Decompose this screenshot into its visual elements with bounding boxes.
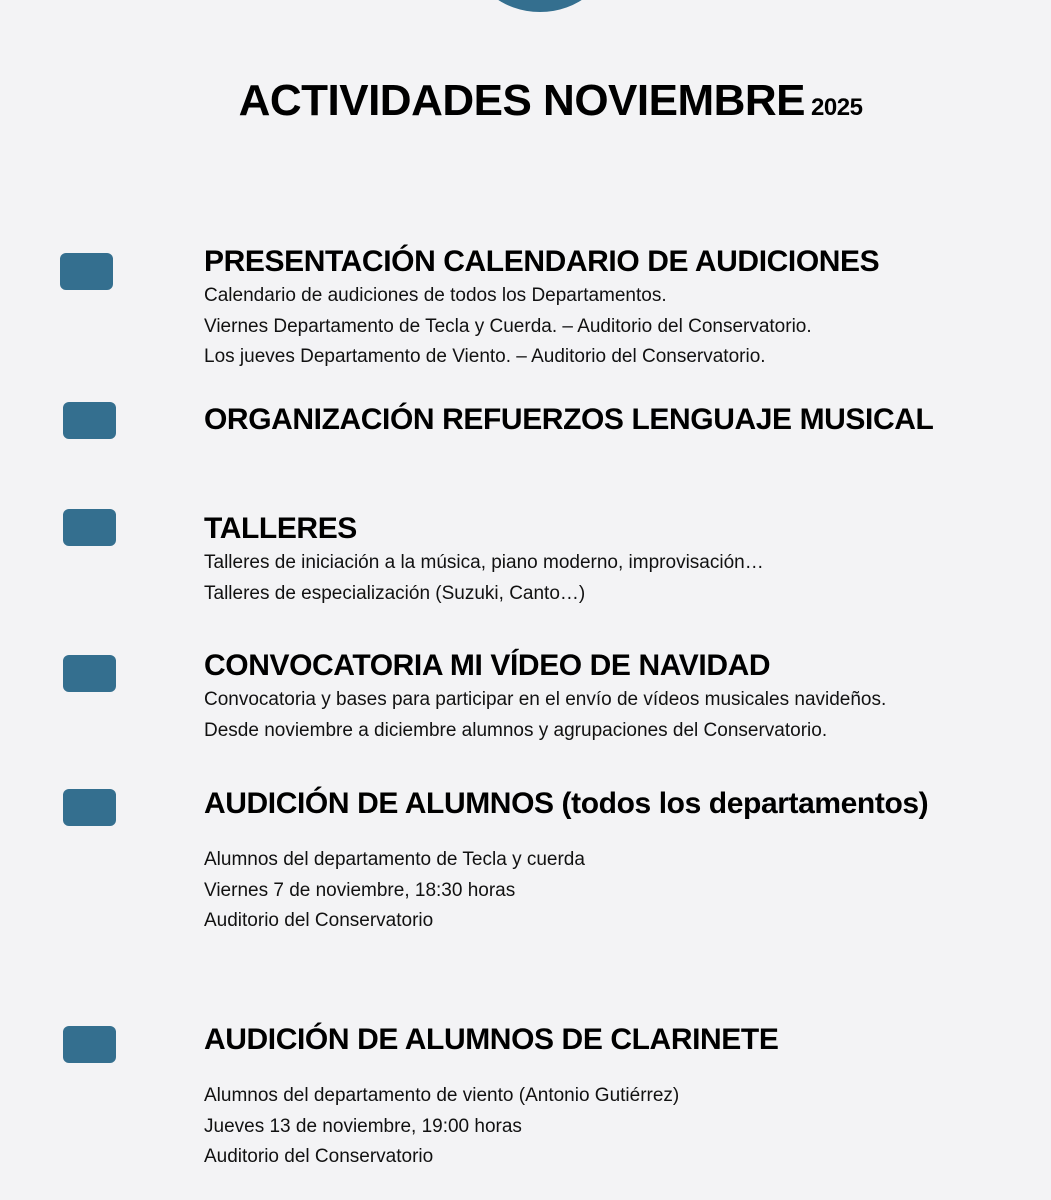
- section-line: Talleres de especialización (Suzuki, Canto…): [204, 582, 586, 604]
- section-lines: [204, 845, 1044, 937]
- section-heading: AUDICIÓN DE ALUMNOS DE CLARINETE: [204, 1023, 779, 1056]
- section-line: Talleres de iniciación a la música, piano moderno, improvisación…: [204, 552, 764, 573]
- section-line: Convocatoria y bases para participar en el envío de vídeos musicales navideños.: [204, 689, 887, 710]
- section-audicion-todos: [204, 785, 1044, 937]
- section-line: Jueves 13 de noviembre, 19:00 horas: [204, 1115, 522, 1137]
- bullet-marker-3: [63, 509, 116, 546]
- section-talleres: [204, 510, 1044, 609]
- section-heading: TALLERES: [204, 512, 357, 545]
- bullet-marker-2: [63, 402, 116, 439]
- section-line: Desde noviembre a diciembre alumnos y agrupaciones del Conservatorio.: [204, 719, 828, 741]
- section-heading: ORGANIZACIÓN REFUERZOS LENGUAJE MUSICAL: [204, 403, 934, 436]
- bullet-marker-6: [63, 1026, 116, 1063]
- page-title-main: ACTIVIDADES NOVIEMBRE: [238, 76, 806, 125]
- section-video-navidad: [204, 647, 1044, 746]
- section-lines: [204, 1081, 1044, 1173]
- section-line: Calendario de audiciones de todos los Departamentos.: [204, 285, 667, 306]
- section-line: Alumnos del departamento de Tecla y cuerda: [204, 849, 585, 870]
- header-circle-decoration: [470, 0, 610, 12]
- section-calendario-audiciones: [204, 243, 1044, 373]
- section-line: Auditorio del Conservatorio: [204, 910, 434, 931]
- page-title-year: 2025: [811, 94, 863, 121]
- section-lines: [204, 281, 1044, 373]
- section-line: Viernes Departamento de Tecla y Cuerda. – Auditorio del Conservatorio.: [204, 315, 812, 337]
- bullet-marker-5: [63, 789, 116, 826]
- bullet-marker-4: [63, 655, 116, 692]
- section-refuerzos-lenguaje: [204, 401, 1044, 439]
- page-title: [0, 76, 1051, 126]
- section-lines: [204, 548, 1044, 609]
- section-audicion-clarinete: [204, 1021, 1044, 1173]
- section-line: Viernes 7 de noviembre, 18:30 horas: [204, 879, 516, 901]
- section-lines: [204, 685, 1044, 746]
- section-heading: CONVOCATORIA MI VÍDEO DE NAVIDAD: [204, 649, 771, 682]
- section-heading: PRESENTACIÓN CALENDARIO DE AUDICIONES: [204, 245, 880, 278]
- bullet-marker-1: [60, 253, 113, 290]
- section-heading: AUDICIÓN DE ALUMNOS (todos los departamentos): [204, 787, 929, 820]
- section-line: Auditorio del Conservatorio: [204, 1146, 434, 1167]
- section-line: Los jueves Departamento de Viento. – Auditorio del Conservatorio.: [204, 346, 766, 367]
- section-line: Alumnos del departamento de viento (Antonio Gutiérrez): [204, 1085, 680, 1106]
